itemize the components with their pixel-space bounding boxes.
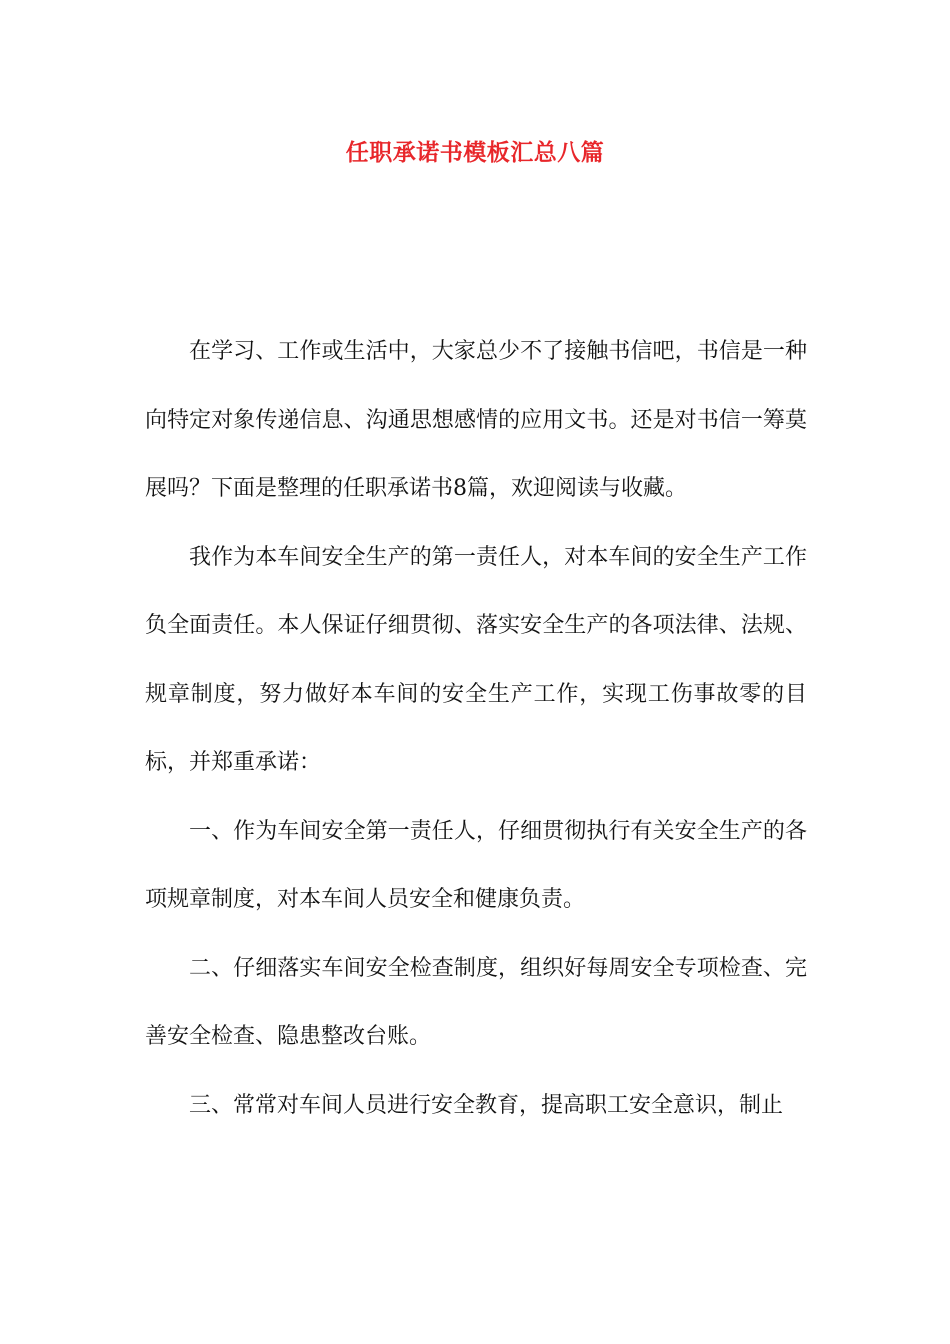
paragraph-item-1: 一、作为车间安全第一责任人，仔细贯彻执行有关安全生产的各项规章制度，对本车间人员安全和健康负责。 — [145, 818, 807, 912]
paragraph-item-3: 三、常常对车间人员进行安全教育，提高职工安全意识，制止 — [189, 1092, 784, 1118]
paragraph-intro: 在学习、工作或生活中，大家总少不了接触书信吧，书信是一种向特定对象传递信息、沟通思想感情的应用文书。还是对书信一筹莫展吗？下面是整理的任职承诺书8篇，欢迎阅读与收藏。 — [145, 339, 807, 501]
paragraph-item-2: 二、仔细落实车间安全检查制度，组织好每周安全专项检查、完善安全检查、隐患整改台账。 — [145, 955, 807, 1049]
document-title: 任职承诺书模板汇总八篇 — [345, 139, 605, 166]
paragraph-commitment: 我作为本车间安全生产的第一责任人，对本车间的安全生产工作负全面责任。本人保证仔细贯彻、落实安全生产的各项法律、法规、规章制度，努力做好本车间的安全生产工作，实现工伤事故零的目标，并郑重承诺： — [145, 544, 807, 775]
document-body — [145, 318, 807, 1140]
